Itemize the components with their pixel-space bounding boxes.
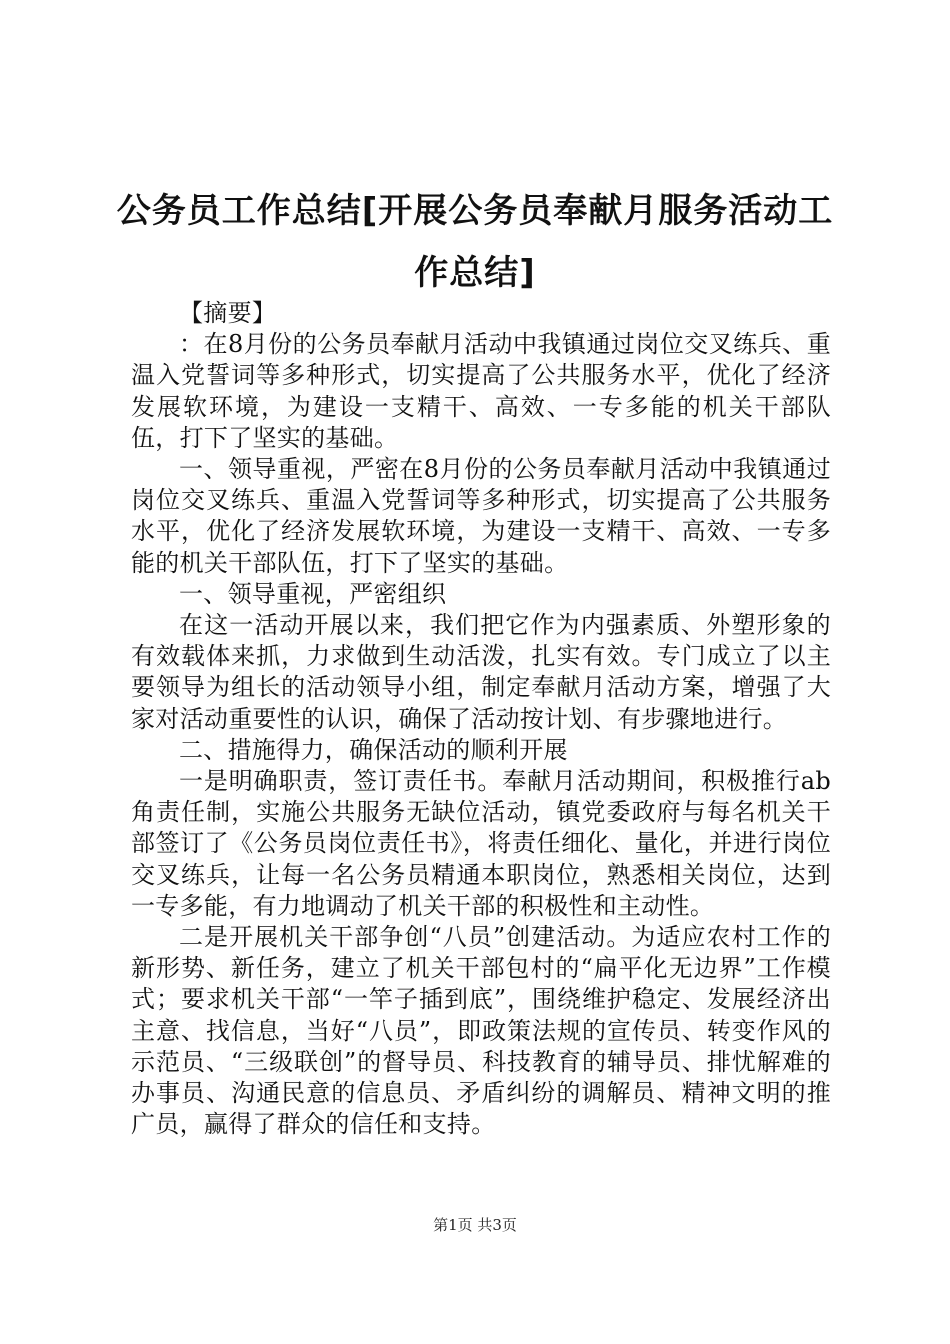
paragraph: 在这一活动开展以来，我们把它作为内强素质、外塑形象的有效载体来抓，力求做到生动活泼，扎实有效。专门成立了以主要领导为组长的活动领导小组，制定奉献月活动方案，增强了大家对活动重要性的认识，确保了活动按计划、有步骤地进行。	[131, 611, 831, 733]
section-heading: 二、措施得力，确保活动的顺利开展	[179, 735, 568, 764]
section-heading: 一、领导重视，严密组织	[179, 579, 447, 608]
document-title: 公务员工作总结[开展公务员奉献月服务活动工作总结]	[116, 191, 834, 293]
abstract-label: 【摘要】	[179, 299, 277, 327]
paragraph: 二是开展机关干部争创“八员”创建活动。为适应农村工作的新形势、新任务，建立了机关干部包村的“扁平化无边界”工作模式；要求机关干部“一竿子插到底”，围绕维护稳定、发展经济出主意、找信息，当好“八员”，即政策法规的宣传员、转变作风的示范员、“三级联创”的督导员、科技教育的辅导员、排忧解难的办事员、沟通民意的信息员、矛盾纠纷的调解员、精神文明的推广员，赢得了群众的信任和支持。	[131, 923, 831, 1139]
paragraph-abstract: ：在8月份的公务员奉献月活动中我镇通过岗位交叉练兵、重温入党誓词等多种形式，切实提高了公共服务水平，优化了经济发展软环境，为建设一支精干、高效、一专多能的机关干部队伍，打下了坚实的基础。	[131, 330, 831, 452]
page-footer: 第1页 共3页	[433, 1216, 517, 1234]
document-body	[131, 298, 831, 1140]
paragraph: 一是明确职责，签订责任书。奉献月活动期间，积极推行ab角责任制，实施公共服务无缺位活动，镇党委政府与每名机关干部签订了《公务员岗位责任书》，将责任细化、量化，并进行岗位交叉练兵，让每一名公务员精通本职岗位，熟悉相关岗位，达到一专多能，有力地调动了机关干部的积极性和主动性。	[131, 767, 831, 920]
paragraph: 一、领导重视，严密在8月份的公务员奉献月活动中我镇通过岗位交叉练兵、重温入党誓词等多种形式，切实提高了公共服务水平，优化了经济发展软环境，为建设一支精干、高效、一专多能的机关干部队伍，打下了坚实的基础。	[131, 455, 831, 577]
